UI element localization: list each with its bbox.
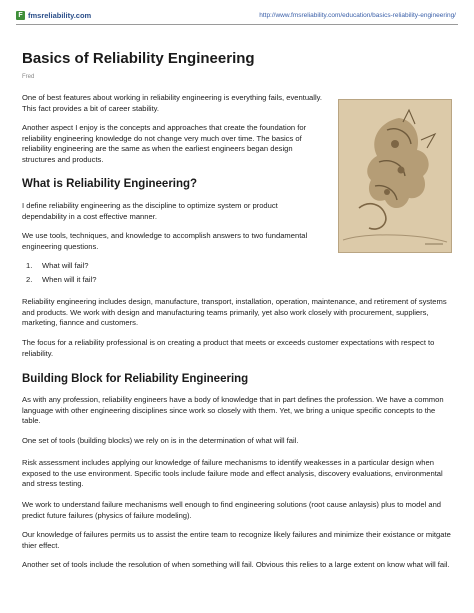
section-heading-what-is: What is Reliability Engineering? <box>22 178 198 190</box>
list-item-number: 1. <box>26 261 33 270</box>
section-heading-building-block: Building Block for Reliability Engineering <box>22 373 249 385</box>
page-header <box>0 0 474 22</box>
page-title: Basics of Reliability Engineering <box>22 50 255 67</box>
engraving-illustration-icon <box>339 100 451 252</box>
section1-paragraph: The focus for a reliability professional is on creating a product that meets or exceeds customer expectations with respect to reliability. <box>22 338 435 358</box>
section1-paragraph: We use tools, techniques, and knowledge to accomplish answers to two fundamental engineering questions. <box>22 231 308 251</box>
section2-paragraph: One set of tools (building blocks) we rely on is in the determination of what will fail. <box>22 436 299 445</box>
header-divider <box>16 24 458 25</box>
site-name[interactable]: fmsreliability.com <box>28 11 92 20</box>
list-item-text: When will it fail? <box>42 275 97 284</box>
site-logo[interactable] <box>16 11 91 20</box>
section1-paragraph: Reliability engineering includes design, manufacture, transport, installation, operation, maintenance, and retirement of systems and products. We work with design and manufacturing teams primarily, yet also work closely with procurement, suppliers, marketing, fiannce and customers. <box>22 297 447 328</box>
list-item <box>22 273 96 287</box>
list-item <box>22 259 96 273</box>
intro-paragraph: One of best features about working in reliability engineering is everything fails, eventually. This fact provides a bit of career stability. <box>22 93 322 113</box>
section2-paragraph: As with any profession, reliability engineers have a body of knowledge that in part defines the profession. We have a common language with other engineering disciplines since work so closely with them. Yet, we bring a unique specific concepts to the table. <box>22 395 444 426</box>
section2-paragraph: Risk assessment includes applying our knowledge of failure mechanisms to identify weakesses in a particular design when exposed to the use environment. Specific tools include failure mode and effect analysis, discovery evaluations, environmental and stress testing. <box>22 458 443 489</box>
author-name: Fred <box>22 74 35 80</box>
section1-paragraph: I define reliability engineering as the discipline to optimize system or product dependability in a cost effective manner. <box>22 201 278 221</box>
section2-paragraph: Our knowledge of failures permits us to assist the entire team to recognize likely failures and minimize their existance or mitgate thier effect. <box>22 530 451 550</box>
list-item-number: 2. <box>26 275 33 284</box>
list-item-text: What will fail? <box>42 261 89 270</box>
intro-paragraph: Another aspect I enjoy is the concepts and approaches that create the foundation for reliability engineering knowledge do not change very much over time. The basics of reliability engineering are the same as when the earliest engineers began design structures and products. <box>22 123 307 164</box>
section2-paragraph: Another set of tools include the resolution of when something will fail. Obvious this relies to a large extent on know what will fail. <box>22 560 450 569</box>
site-logo-icon: F <box>16 11 25 20</box>
article-illustration <box>338 99 452 253</box>
questions-list <box>22 259 96 287</box>
section2-paragraph: We work to understand failure mechanisms well enough to find engineering solutions (root cause anlaysis) plus to model and predict future failures (physics of failure modeling). <box>22 500 442 520</box>
page-url-link[interactable]: http://www.fmsreliability.com/education/basics-reliability-engineering/ <box>259 12 456 19</box>
